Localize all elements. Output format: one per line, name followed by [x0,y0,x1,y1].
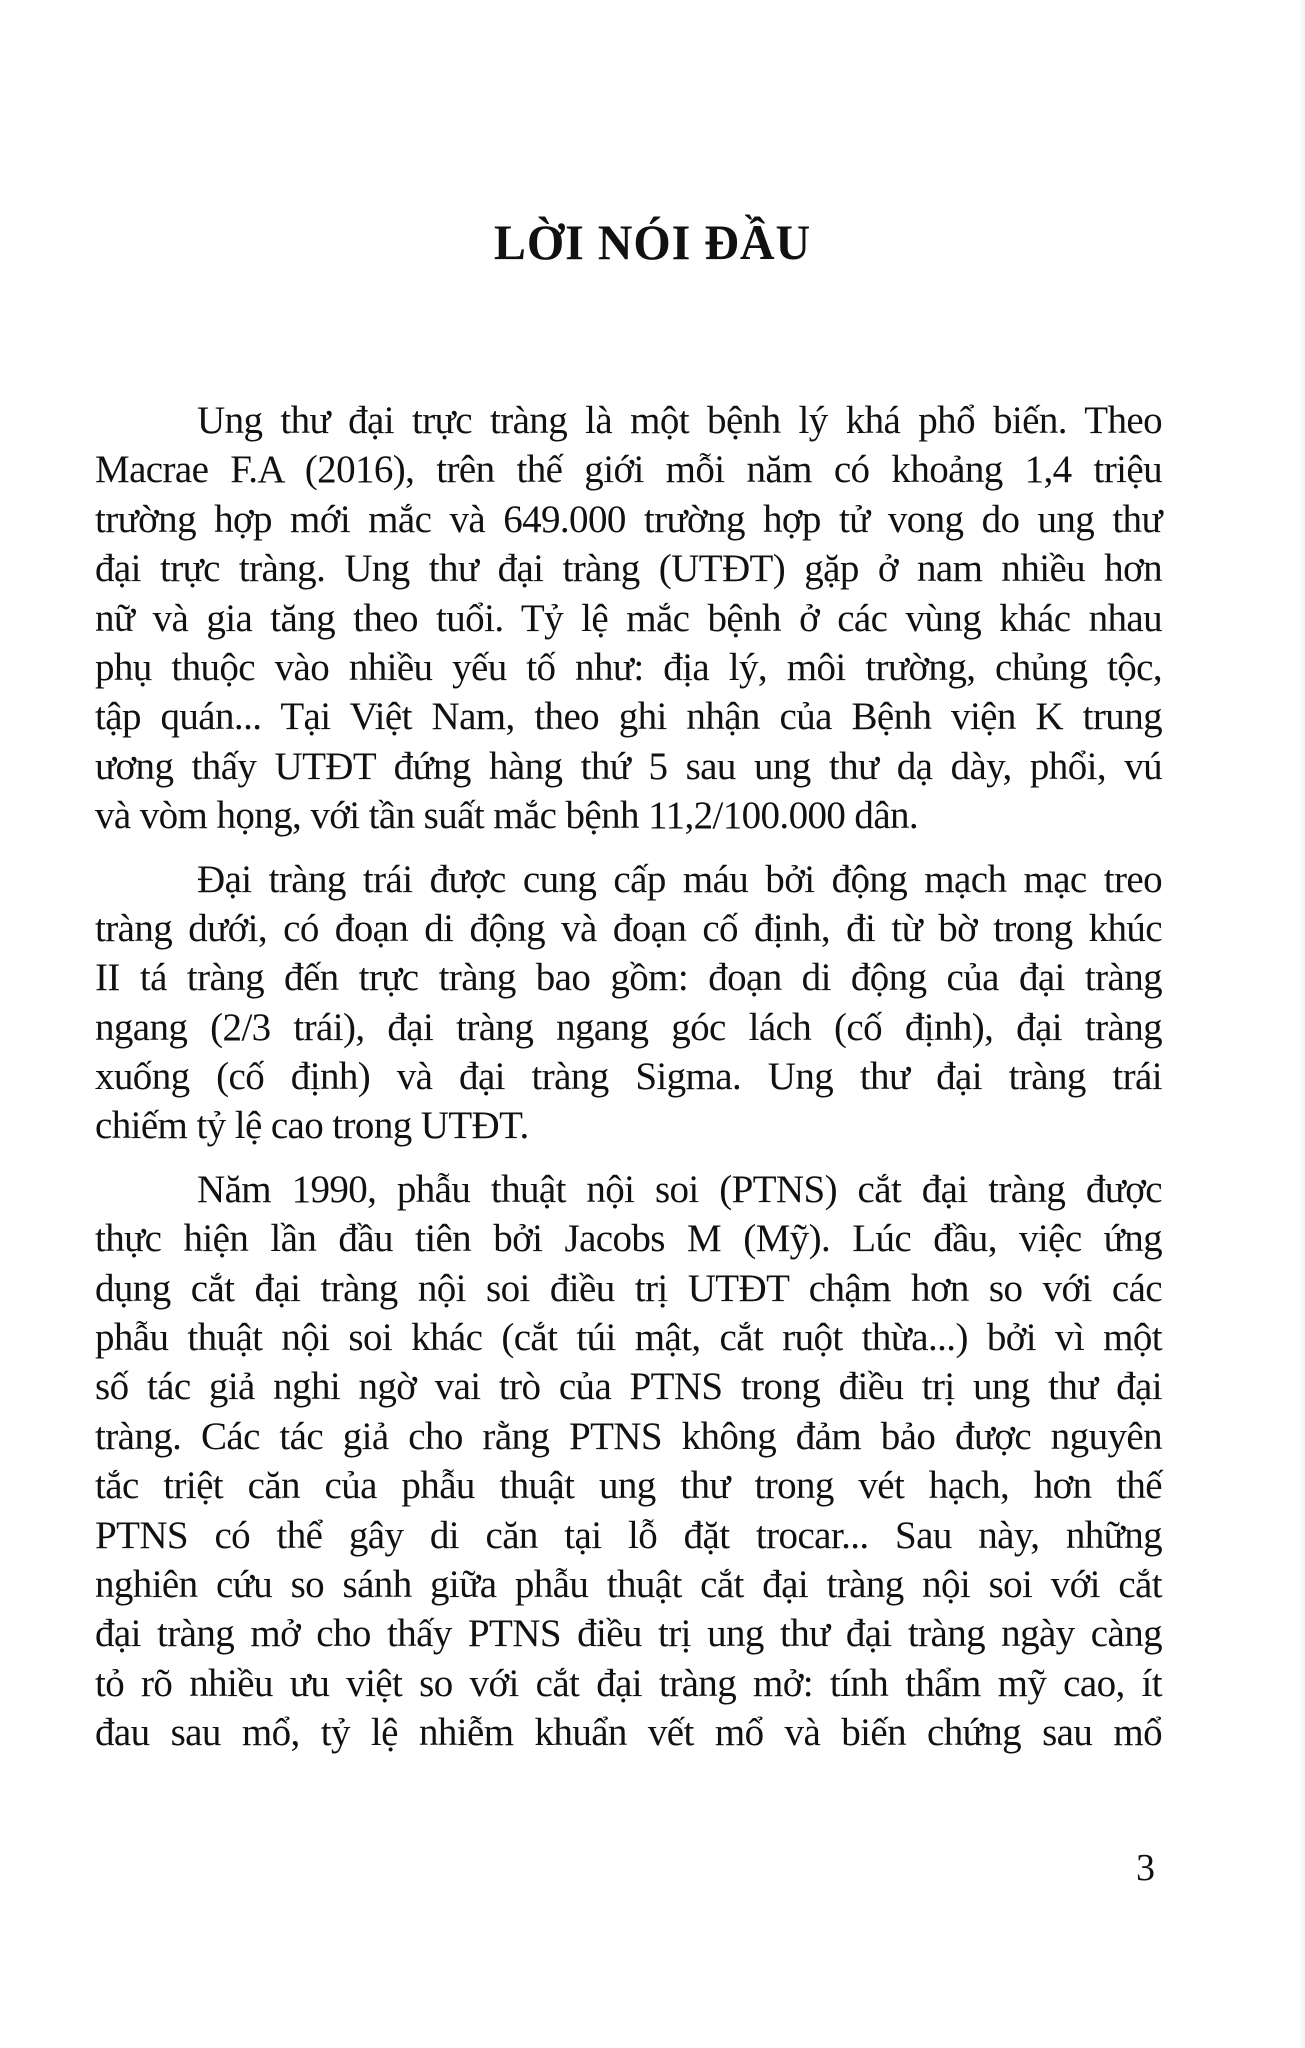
text-line: thực hiện lần đầu tiên bởi Jacobs M (Mỹ). Lúc đầu, việc ứng [95,1217,1162,1261]
page-number: 3 [1136,1847,1155,1889]
text-line: đau sau mổ, tỷ lệ nhiễm khuẩn vết mổ và biến chứng sau mổ [95,1711,1162,1755]
body-text [95,396,1162,1772]
text-line: ương thấy UTĐT đứng hàng thứ 5 sau ung thư dạ dày, phổi, vú [95,744,1162,788]
text-line: II tá tràng đến trực tràng bao gồm: đoạn di động của đại tràng [95,956,1162,1000]
text-line: Năm 1990, phẫu thuật nội soi (PTNS) cắt đại tràng được [197,1167,1162,1211]
text-line: dụng cắt đại tràng nội soi điều trị UTĐT chậm hơn so với các [95,1266,1162,1310]
text-line: đại tràng mở cho thấy PTNS điều trị ung thư đại tràng ngày càng [95,1612,1162,1656]
paragraph-1 [95,396,1162,841]
text-line: và vòm họng, với tần suất mắc bệnh 11,2/100.000 dân. [95,794,919,838]
text-line: Ung thư đại trực tràng là một bệnh lý khá phổ biến. Theo [197,399,1162,442]
text-line: chiếm tỷ lệ cao trong UTĐT. [95,1104,529,1148]
text-line: phụ thuộc vào nhiều yếu tố như: địa lý, môi trường, chủng tộc, [95,645,1162,689]
paragraph-2 [95,855,1162,1151]
text-line: xuống (cố định) và đại tràng Sigma. Ung thư đại tràng trái [95,1055,1162,1099]
text-line: số tác giả nghi ngờ vai trò của PTNS trong điều trị ung thư đại [95,1365,1162,1409]
paragraph-3 [95,1165,1162,1758]
text-line: nữ và gia tăng theo tuổi. Tỷ lệ mắc bệnh ở các vùng khác nhau [95,596,1162,640]
text-line: tràng dưới, có đoạn di động và đoạn cố định, đi từ bờ trong khúc [95,906,1162,950]
text-line: Đại tràng trái được cung cấp máu bởi động mạch mạc treo [197,857,1162,901]
text-line: trường hợp mới mắc và 649.000 trường hợp tử vong do ung thư [95,497,1162,541]
text-line: PTNS có thể gây di căn tại lỗ đặt trocar... Sau này, những [95,1513,1162,1557]
text-line: tập quán... Tại Việt Nam, theo ghi nhận của Bệnh viện K trung [95,695,1162,739]
text-line: Macrae F.A (2016), trên thế giới mỗi năm có khoảng 1,4 triệu [95,448,1162,492]
page-title: LỜI NÓI ĐẦU [493,214,812,270]
text-line: tắc triệt căn của phẫu thuật ung thư trong vét hạch, hơn thế [95,1464,1162,1508]
page-edge [1299,0,1305,2048]
text-line: phẫu thuật nội soi khác (cắt túi mật, cắt ruột thừa...) bởi vì một [95,1316,1162,1360]
text-line: ngang (2/3 trái), đại tràng ngang góc lách (cố định), đại tràng [95,1005,1162,1049]
text-line: tỏ rõ nhiều ưu việt so với cắt đại tràng mở: tính thẩm mỹ cao, ít [95,1661,1162,1705]
text-line: đại trực tràng. Ung thư đại tràng (UTĐT) gặp ở nam nhiều hơn [95,547,1162,591]
text-line: tràng. Các tác giả cho rằng PTNS không đảm bảo được nguyên [95,1414,1162,1458]
text-line: nghiên cứu so sánh giữa phẫu thuật cắt đại tràng nội soi với cắt [95,1562,1162,1606]
